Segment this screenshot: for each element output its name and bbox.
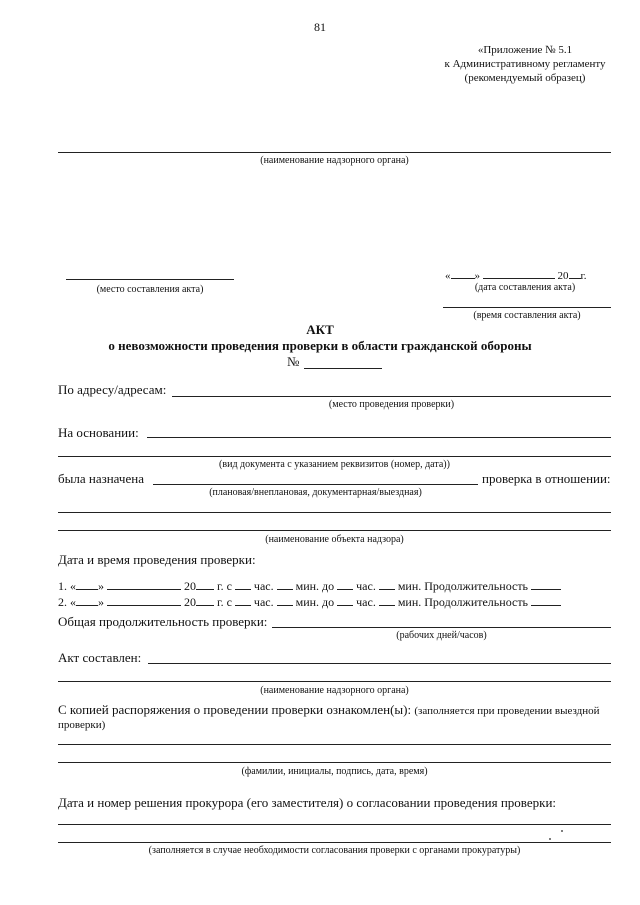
address-caption: (место проведения проверки): [328, 399, 455, 410]
period-1-day[interactable]: [76, 577, 98, 590]
assigned-suffix: проверка в отношении:: [482, 471, 611, 486]
period-2-h-from[interactable]: [235, 593, 251, 606]
compiled-caption: (наименование надзорного органа): [260, 685, 409, 696]
copy-ack-note: (заполняется при проведении выездной: [414, 705, 600, 717]
total-duration-caption: (рабочих дней/часов): [396, 630, 487, 641]
date-year-prefix: 20: [557, 270, 569, 282]
period-2-month[interactable]: [107, 593, 181, 606]
act-title: АКТ: [306, 322, 334, 337]
period-row-2: 2. « » 20 г. с час. мин. до час. мин. Продолжительность: [58, 593, 561, 610]
address-label: По адресу/адресам:: [58, 382, 167, 397]
copy-ack-line-2[interactable]: [58, 762, 611, 763]
object-line-2[interactable]: [58, 530, 611, 531]
date-close-quote: »: [474, 270, 480, 282]
scan-speck: [561, 830, 563, 832]
total-duration-line[interactable]: [272, 627, 611, 628]
basis-line-1[interactable]: [147, 437, 611, 438]
scan-speck: [549, 838, 551, 840]
date-year-field[interactable]: [569, 266, 581, 279]
copy-ack-caption: (фамилии, инициалы, подпись, дата, время): [241, 766, 428, 777]
period-2-year[interactable]: [196, 593, 214, 606]
date-caption: (дата составления акта): [474, 282, 576, 293]
prosecutor-label: Дата и номер решения прокурора (его заместителя) о согласовании проведения проверки:: [58, 795, 557, 810]
total-duration-label: Общая продолжительность проверки:: [58, 614, 268, 629]
basis-line-2[interactable]: [58, 456, 611, 457]
compiled-line-2[interactable]: [58, 681, 611, 682]
basis-caption: (вид документа с указанием реквизитов (номер, дата)): [219, 459, 450, 470]
period-2-m-to[interactable]: [379, 593, 395, 606]
date-day-field[interactable]: [451, 266, 475, 279]
compiled-line-1[interactable]: [148, 663, 611, 664]
prosecutor-caption: (заполняется в случае необходимости согласования проверки с органами прокуратуры): [148, 845, 521, 856]
period-1-year[interactable]: [196, 577, 214, 590]
period-1-duration[interactable]: [531, 577, 561, 590]
period-2-duration[interactable]: [531, 593, 561, 606]
period-2-m-from[interactable]: [277, 593, 293, 606]
period-1-m-from[interactable]: [277, 577, 293, 590]
period-2-day[interactable]: [76, 593, 98, 606]
basis-label: На основании:: [58, 425, 139, 440]
appendix-line-3: (рекомендуемый образец): [464, 72, 586, 84]
time-caption: (время составления акта): [473, 310, 581, 321]
object-caption: (наименование объекта надзора): [265, 534, 404, 545]
period-row-1: 1. « » 20 г. с час. мин. до час. мин. Продолжительность: [58, 577, 561, 594]
page-number: 81: [314, 20, 326, 34]
authority-caption: (наименование надзорного органа): [260, 155, 409, 166]
appendix-line-1: «Приложение № 5.1: [477, 44, 573, 56]
act-number-label: №: [287, 354, 300, 369]
period-1-month[interactable]: [107, 577, 181, 590]
period-2-h-to[interactable]: [337, 593, 353, 606]
date-month-field[interactable]: [483, 266, 555, 279]
copy-ack-note-2: проверки): [58, 719, 106, 731]
prosecutor-line-1[interactable]: [58, 824, 611, 825]
place-caption: (место составления акта): [96, 284, 204, 295]
appendix-line-2: к Административному регламенту: [444, 58, 606, 70]
period-1-h-to[interactable]: [337, 577, 353, 590]
address-line[interactable]: [172, 396, 611, 397]
prosecutor-line-2[interactable]: [58, 842, 611, 843]
date-row: [445, 266, 587, 282]
time-line[interactable]: [443, 307, 611, 308]
act-number-field[interactable]: [304, 368, 382, 369]
copy-ack-label: С копией распоряжения о проведении проверки ознакомлен(ы): (заполняется при проведении выездной: [58, 702, 600, 717]
datetime-heading: Дата и время проведения проверки:: [58, 552, 256, 567]
compiled-label: Акт составлен:: [58, 650, 142, 665]
period-1-m-to[interactable]: [379, 577, 395, 590]
object-line-1[interactable]: [58, 512, 611, 513]
assigned-line[interactable]: [153, 484, 478, 485]
period-1-h-from[interactable]: [235, 577, 251, 590]
date-open-quote: «: [445, 270, 451, 282]
date-year-suffix: г.: [580, 270, 587, 282]
copy-ack-line-1[interactable]: [58, 744, 611, 745]
place-line[interactable]: [66, 279, 234, 280]
authority-line[interactable]: [58, 152, 611, 153]
act-subtitle: о невозможности проведения проверки в области гражданской обороны: [108, 338, 532, 353]
assigned-caption: (плановая/внеплановая, документарная/выездная): [209, 487, 422, 498]
assigned-label: была назначена: [58, 471, 144, 486]
